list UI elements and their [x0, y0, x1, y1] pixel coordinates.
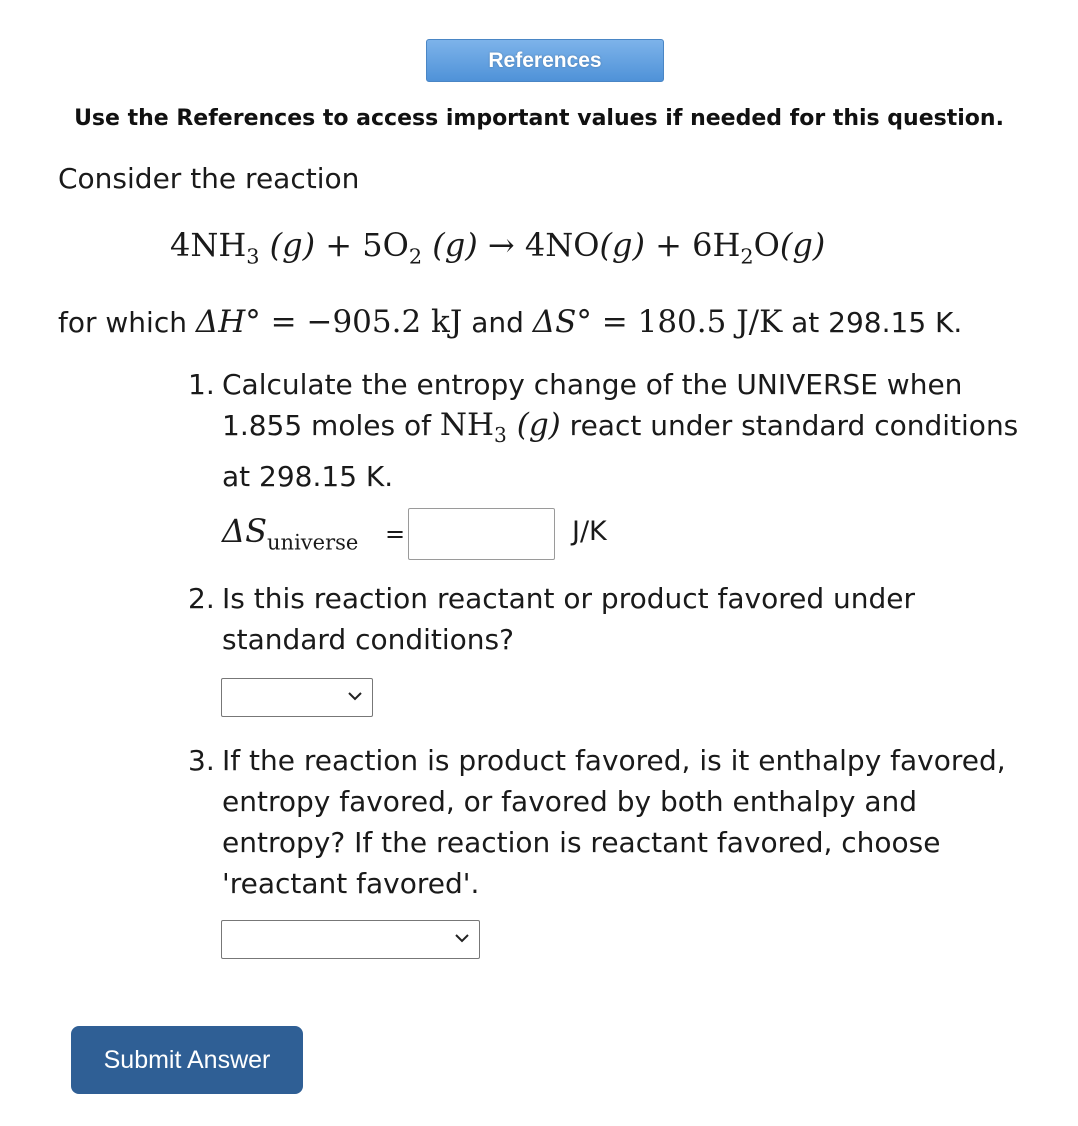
entropy-universe-input[interactable] — [408, 508, 555, 560]
question-2-number: 2. — [188, 582, 215, 615]
reactant-2: $5O_2$ (g) — [362, 226, 478, 269]
question-3-text: If the reaction is product favored, is it enthalpy favored, entropy favored, or favored by both enthalpy and entropy? If the reaction is reactant favored, choose 'reactant favored'. — [222, 744, 1006, 900]
product-1: 4NO(g) — [524, 226, 645, 264]
delta-s-universe-label: $\Delta S_{universe}$ — [222, 512, 359, 555]
equals-sign: = — [385, 520, 406, 548]
question-3-number: 3. — [188, 744, 215, 777]
favored-select[interactable] — [221, 678, 373, 717]
instruction-text: Use the References to access important values if needed for this question. — [74, 106, 1004, 131]
reactant-1: $4NH_3$ (g) — [170, 226, 316, 269]
product-2: $6H_2O(g)$ — [692, 226, 826, 269]
thermo-conditions: for which ΔH° = −905.2 kJ and ΔS° = 180.5 J/K at 298.15 K. — [58, 304, 963, 340]
question-2-text: Is this reaction reactant or product favored under standard conditions? — [222, 582, 916, 656]
reaction-arrow: → — [487, 226, 515, 264]
chevron-down-icon — [454, 933, 470, 944]
driving-force-select[interactable] — [221, 920, 480, 959]
enthalpy-value: ΔH° = −905.2 kJ — [195, 304, 463, 340]
entropy-value: ΔS° = 180.5 J/K — [532, 304, 783, 340]
question-1-text: Calculate the entropy change of the UNIVERSE when 1.855 moles of $NH_3$ (g) react under standard conditions at 298.15 K. — [222, 368, 1019, 494]
question-1-number: 1. — [188, 368, 215, 401]
problem-intro: Consider the reaction — [58, 162, 360, 195]
chevron-down-icon — [347, 691, 363, 702]
reaction-equation: $4NH_3$ $(g) + 5O_2$ $(g) \to 4NO(g) + 6H_2O(g)$ — [170, 226, 826, 269]
submit-answer-button[interactable]: Submit Answer — [71, 1026, 303, 1094]
references-button[interactable]: References — [426, 39, 664, 82]
entropy-unit: J/K — [572, 516, 607, 547]
